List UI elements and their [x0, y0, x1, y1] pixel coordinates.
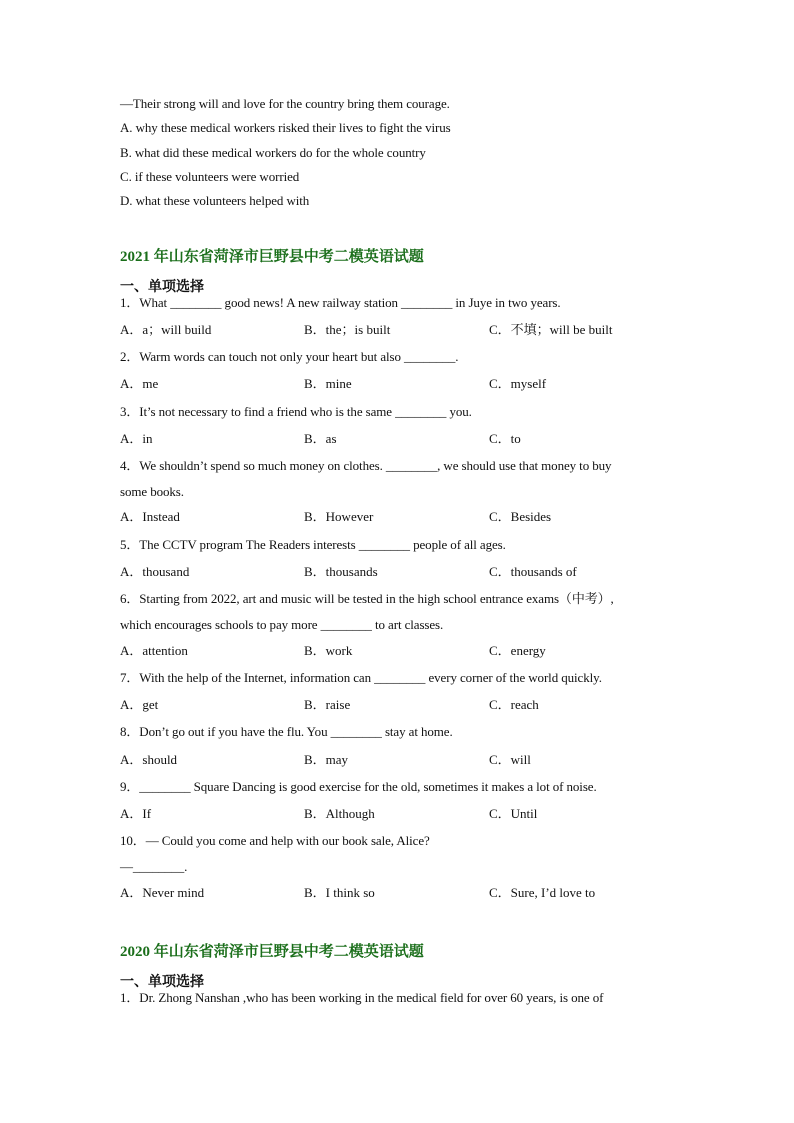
option-a: A．get	[120, 697, 159, 712]
option-c: C. if these volunteers were worried	[120, 169, 300, 184]
option-c: C．Sure, I’d love to	[489, 885, 596, 900]
question-stem-continued: which encourages schools to pay more ________ to art classes.	[120, 617, 444, 632]
option-c: C．to	[489, 431, 521, 446]
question-stem-continued: —________.	[120, 859, 188, 874]
section-subtitle: 一、单项选择	[120, 975, 204, 990]
option-b: B．mine	[304, 376, 352, 391]
question-stem: 8．Don’t go out if you have the flu. You ________ stay at home.	[120, 724, 453, 739]
option-c: C．myself	[489, 376, 547, 391]
question-stem: 9．________ Square Dancing is good exercise for the old, sometimes it makes a lot of noise.	[120, 779, 597, 794]
question-stem: 1．What ________ good news! A new railway station ________ in Juye in two years.	[120, 295, 561, 310]
option-b: B．the；is built	[304, 322, 391, 337]
option-b: B．I think so	[304, 885, 375, 900]
option-c: C．Until	[489, 806, 538, 821]
option-b: B．as	[304, 431, 337, 446]
option-b: B．Although	[304, 806, 375, 821]
question-stem: 3．It’s not necessary to find a friend who is the same ________ you.	[120, 404, 472, 419]
option-b: B．thousands	[304, 564, 378, 579]
option-b: B．may	[304, 752, 349, 767]
option-a: A．If	[120, 806, 152, 821]
section-subtitle: 一、单项选择	[120, 280, 204, 295]
option-c: C．will	[489, 752, 531, 767]
option-a: A．in	[120, 431, 153, 446]
option-b: B．raise	[304, 697, 351, 712]
question-stem: 6．Starting from 2022, art and music will be tested in the high school entrance exams（中考）,	[120, 591, 614, 606]
section-title-2021: 2021 年山东省菏泽市巨野县中考二模英语试题	[120, 249, 424, 265]
answer-line: —Their strong will and love for the country bring them courage.	[120, 96, 450, 111]
option-c: C．Besides	[489, 509, 552, 524]
question-stem: 10．— Could you come and help with our book sale, Alice?	[120, 833, 430, 848]
option-c: C．thousands of	[489, 564, 577, 579]
question-stem-continued: some books.	[120, 484, 184, 499]
option-c: C．reach	[489, 697, 539, 712]
section-title-2020: 2020 年山东省菏泽市巨野县中考二模英语试题	[120, 944, 424, 960]
question-stem: 7．With the help of the Internet, information can ________ every corner of the world quickly.	[120, 670, 602, 685]
option-b: B. what did these medical workers do for the whole country	[120, 145, 426, 160]
option-a: A．me	[120, 376, 159, 391]
option-a: A．thousand	[120, 564, 190, 579]
option-a: A. why these medical workers risked their lives to fight the virus	[120, 120, 451, 135]
option-b: B．However	[304, 509, 374, 524]
option-a: A．Never mind	[120, 885, 205, 900]
option-c: C．不填；will be built	[489, 322, 613, 337]
option-a: A．attention	[120, 643, 188, 658]
option-a: A．Instead	[120, 509, 180, 524]
option-c: C．energy	[489, 643, 546, 658]
question-stem: 2．Warm words can touch not only your heart but also ________.	[120, 349, 459, 364]
option-a: A．a；will build	[120, 322, 212, 337]
question-stem: 5．The CCTV program The Readers interests ________ people of all ages.	[120, 537, 506, 552]
option-a: A．should	[120, 752, 178, 767]
question-stem: 4．We shouldn’t spend so much money on clothes. ________, we should use that money to buy	[120, 458, 612, 473]
question-stem: 1．Dr. Zhong Nanshan ,who has been working in the medical field for over 60 years, is one of	[120, 990, 604, 1005]
option-b: B．work	[304, 643, 353, 658]
option-d: D. what these volunteers helped with	[120, 193, 310, 208]
